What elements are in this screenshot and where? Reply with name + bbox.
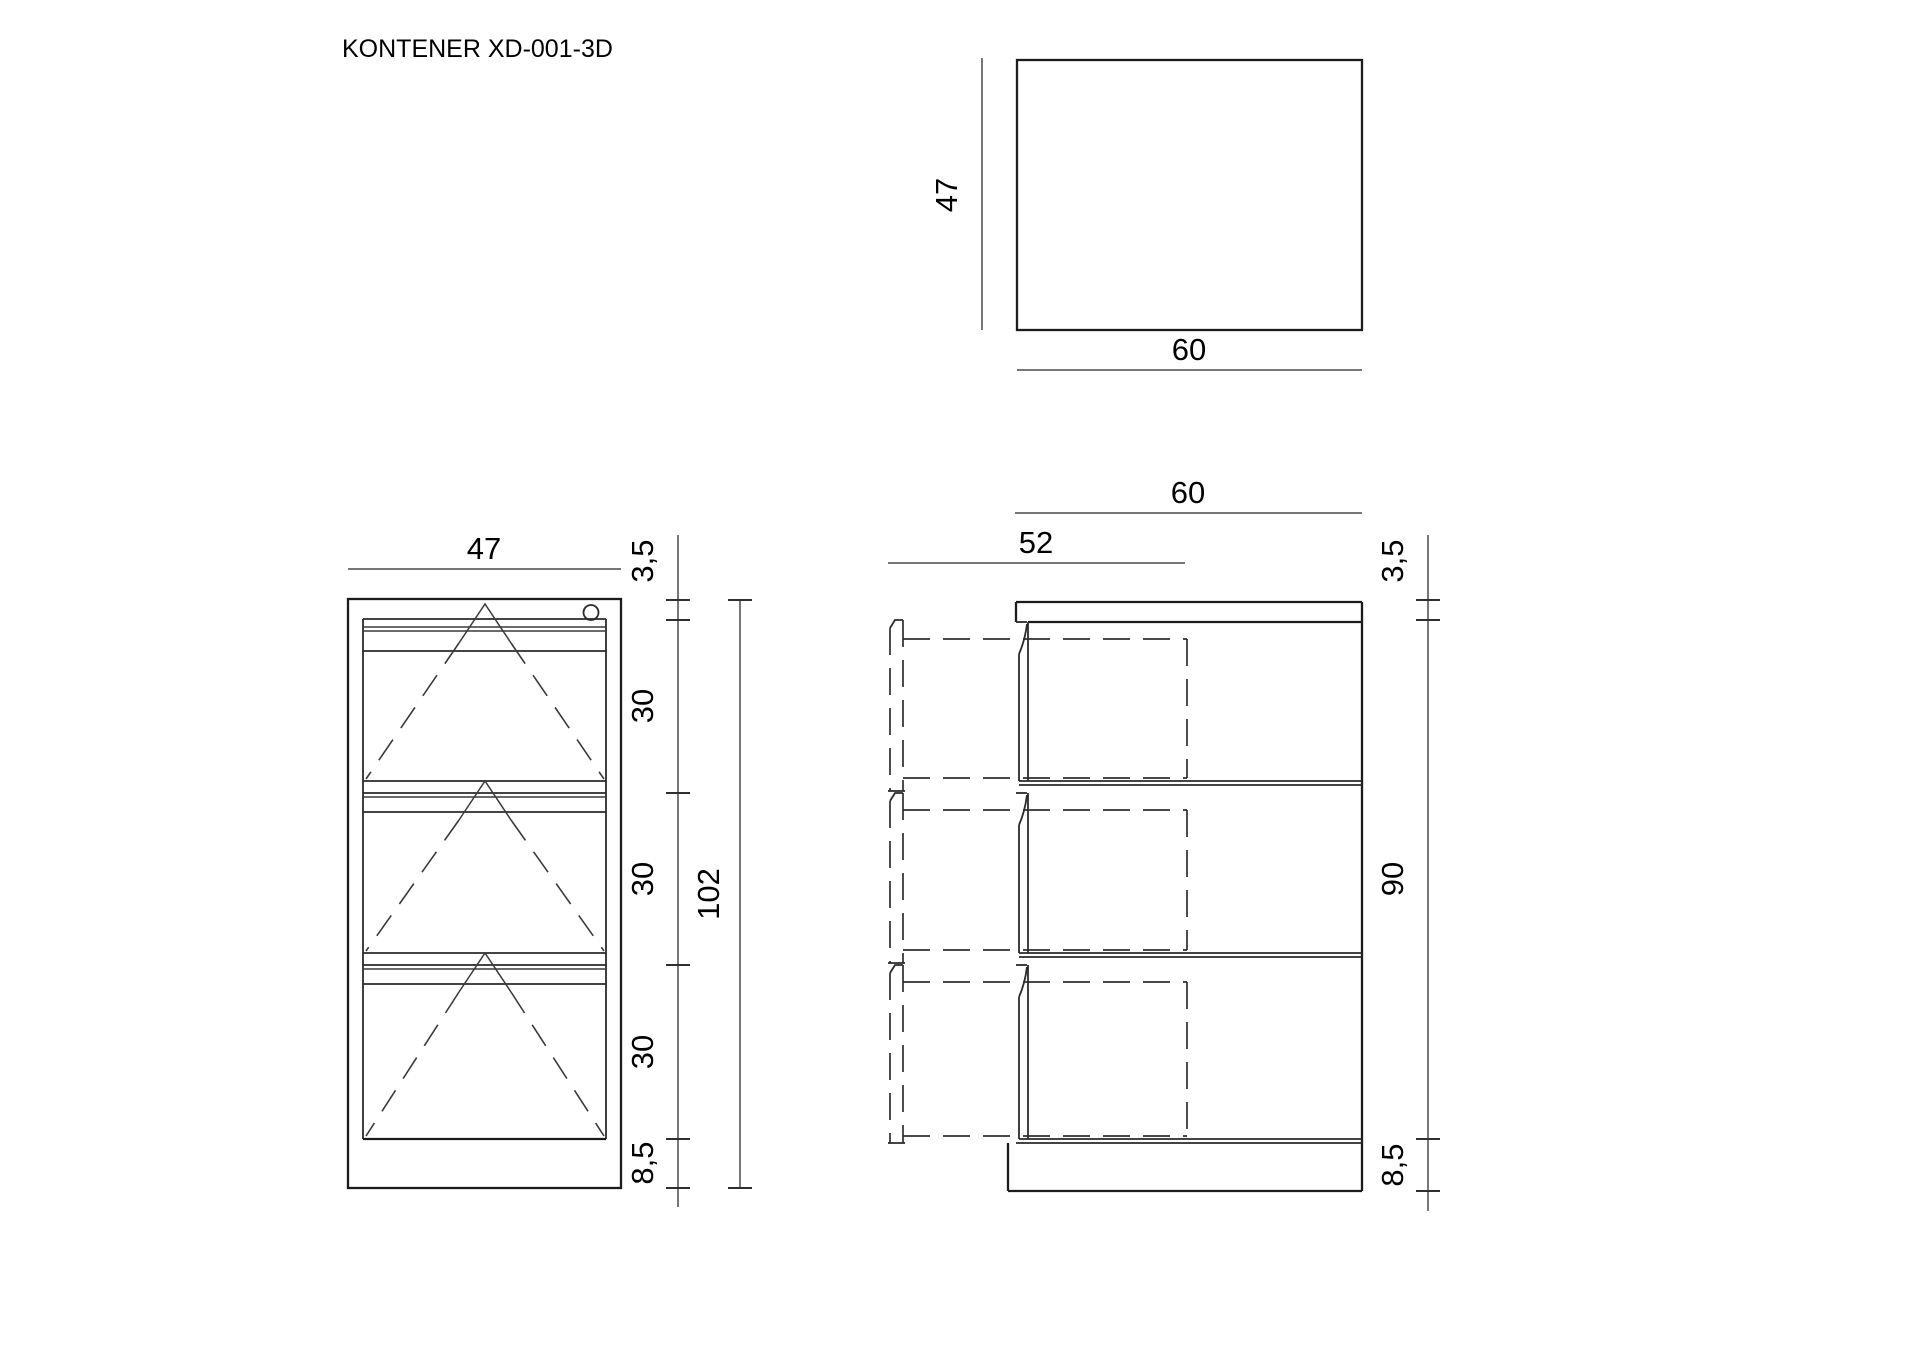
side-view xyxy=(888,475,1440,1211)
top-view-depth-label: 47 xyxy=(929,177,964,213)
top-view xyxy=(929,58,1362,370)
front-view-width-dimension xyxy=(348,531,621,569)
side-top-panel-label: 3,5 xyxy=(1375,539,1410,583)
side-hidden-drawer-boxes xyxy=(903,639,1187,1136)
top-view-width-label: 60 xyxy=(1171,332,1207,367)
front-view-width-label: 47 xyxy=(466,531,502,566)
front-drawer2-label: 30 xyxy=(625,861,660,897)
top-view-outline xyxy=(1017,60,1362,330)
drawer-3-opening-symbol xyxy=(366,953,604,1136)
front-view-total-height-dimension xyxy=(691,600,752,1188)
front-base-label: 8,5 xyxy=(625,1141,660,1185)
side-plinth xyxy=(1008,1143,1362,1191)
side-view-extension-label: 52 xyxy=(1018,525,1054,560)
front-view-height-chain xyxy=(625,535,690,1207)
side-view-depth-label: 60 xyxy=(1170,475,1206,510)
drawer-front-1 xyxy=(363,604,606,781)
side-body-label: 90 xyxy=(1375,861,1410,897)
side-open-drawer-fronts xyxy=(888,620,905,1143)
front-drawer1-label: 30 xyxy=(625,688,660,724)
side-top-panel xyxy=(1016,602,1362,622)
front-view xyxy=(348,531,752,1207)
drawer-front-3 xyxy=(363,953,606,1139)
side-base-label: 8,5 xyxy=(1375,1143,1410,1187)
front-top-panel-label: 3,5 xyxy=(625,539,660,583)
top-view-width-dimension xyxy=(1017,332,1362,370)
front-total-height-label: 102 xyxy=(691,868,726,920)
front-drawer3-label: 30 xyxy=(625,1034,660,1070)
side-view-height-chain xyxy=(1375,535,1440,1211)
drawer-2-opening-symbol xyxy=(366,781,604,951)
side-view-extension-dimension xyxy=(888,525,1185,563)
drawer-front-2 xyxy=(363,781,606,953)
side-drawer-fronts xyxy=(1016,622,1362,1139)
side-view-depth-dimension xyxy=(1015,475,1362,513)
drawing-title: KONTENER XD-001-3D xyxy=(342,35,613,63)
lock-icon xyxy=(584,605,599,620)
top-view-depth-dimension xyxy=(929,58,982,330)
